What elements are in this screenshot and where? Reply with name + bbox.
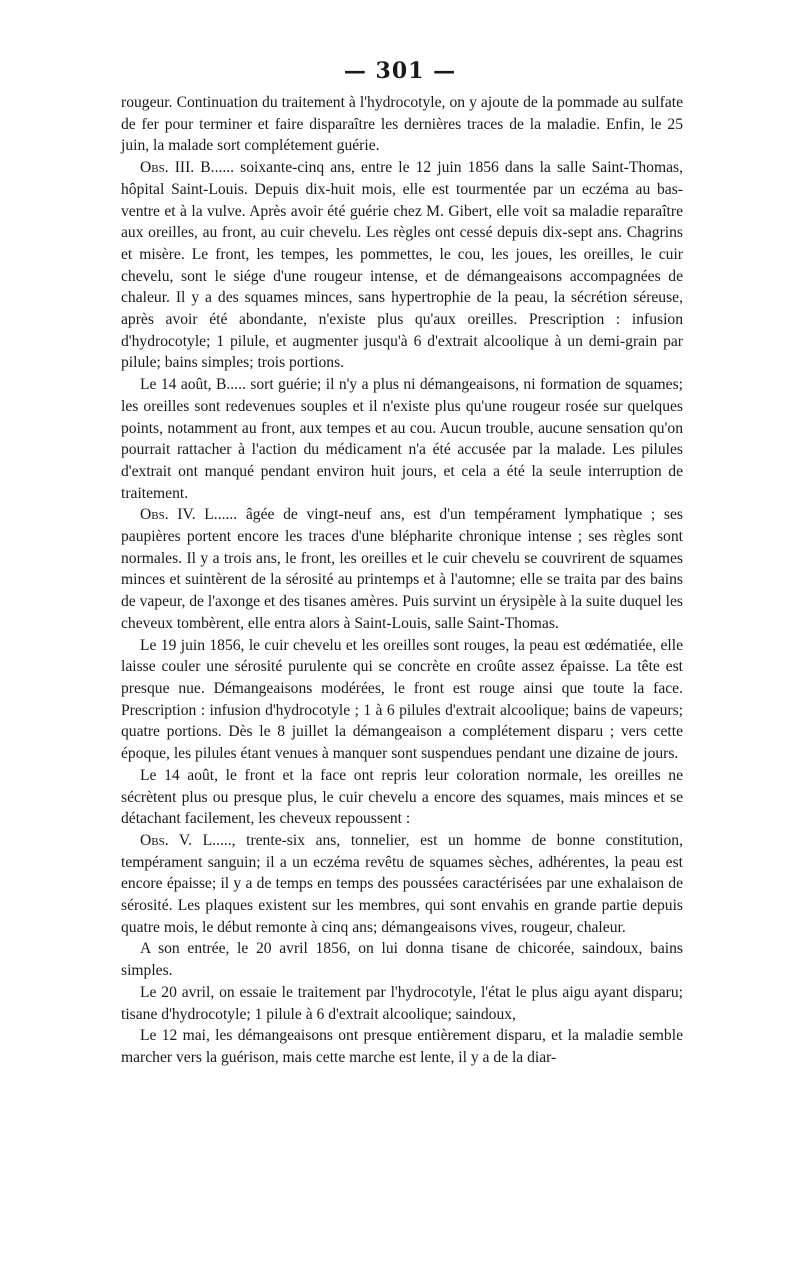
- paragraph-text: V. L....., trente-six ans, tonnelier, est un homme de bonne constitution, tempérament sanguin; il a un eczéma revêtu de squames sèches, adhérentes, la peau est encore épaisse; il y a de temps en temps des poussées caractérisées par une exhalaison de sérosité. Les plaques existent sur les membres, qui sont envahis en grande partie depuis quatre mois, le début remonte à cinq ans; démangeaisons vives, rougeur, chaleur.: [121, 831, 683, 936]
- paragraph-obs-4: [121, 504, 683, 634]
- body-text: [121, 92, 683, 1069]
- paragraph-obs-3-outcome: Le 14 août, B..... sort guérie; il n'y a plus ni démangeaisons, ni formation de squames; les oreilles sont redevenues souples et il n'existe plus qu'une rougeur rosée sur quelques points, notamment au front, aux tempes et au cou. Aucun trouble, aucune sensation qu'on pourrait rattacher à l'action du médicament n'a été accusée par la malade. Les pilules d'extrait ont manqué pendant environ huit jours, et cela a été la seule interruption de traitement.: [121, 376, 683, 502]
- paragraph-obs-3: [121, 157, 683, 374]
- paragraph-obs-5: [121, 830, 683, 939]
- observation-label: Obs.: [140, 159, 169, 177]
- paragraph-text: III. B...... soixante-cinq ans, entre le 12 juin 1856 dans la salle Saint-Thomas, hôpital Saint-Louis. Depuis dix-huit mois, elle est tourmentée par un eczéma au bas-ventre et à la vulve. Après avoir été guérie chez M. Gibert, elle voit sa maladie reparaître aux oreilles, au front, au cuir chevelu. Les règles ont cessé depuis dix-sept ans. Chagrins et misère. Le front, les tempes, les pommettes, le cou, les joues, les oreilles, le cuir chevelu, sont le siége d'une rougeur intense, et de démangeaisons accompagnées de chaleur. Il y a des squames minces, sans hypertrophie de la peau, la sécrétion séreuse, après avoir été abondante, n'existe plus qu'aux oreilles. Prescription : infusion d'hydrocotyle; 1 pilule, et augmenter jusqu'à 6 d'extrait alcoolique à un demi-grain par pilule; bains simples; trois portions.: [121, 159, 683, 372]
- paragraph-obs-5-treatment: Le 20 avril, on essaie le traitement par l'hydrocotyle, l'état le plus aigu ayant disparu; tisane d'hydrocotyle; 1 pilule à 6 d'extrait alcoolique; saindoux,: [121, 983, 683, 1023]
- paragraph-obs-5-admission: A son entrée, le 20 avril 1856, on lui donna tisane de chicorée, saindoux, bains simples.: [121, 940, 683, 980]
- observation-label: Obs.: [140, 506, 169, 524]
- paragraph-text: IV. L...... âgée de vingt-neuf ans, est d'un tempérament lymphatique ; ses paupières portent encore les traces d'une blépharite chronique intense ; ses règles sont normales. Il y a trois ans, le front, les oreilles et le cuir chevelu se couvrirent de squames minces et suintèrent de la sérosité au printemps et à l'automne; elle se traita par des bains de vapeur, de l'axonge et des tisanes amères. Puis survint un érysipèle à la suite duquel les cheveux tombèrent, elle entra alors à Saint-Louis, salle Saint-Thomas.: [121, 506, 683, 632]
- paragraph-continuation: rougeur. Continuation du traitement à l'hydrocotyle, on y ajoute de la pommade au sulfate de fer pour terminer et faire disparaître les dernières traces de la maladie. Enfin, le 25 juin, la malade sort complétement guérie.: [121, 94, 683, 155]
- observation-label: Obs.: [140, 831, 169, 849]
- page-number: — 301 —: [343, 58, 457, 84]
- paragraph-obs-4-outcome: Le 14 août, le front et la face ont repris leur coloration normale, les oreilles ne sécrètent plus ou presque plus, le cuir chevelu a encore des squames, mais minces et se détachant facilement, les cheveux repoussent :: [121, 766, 683, 828]
- paragraph-obs-4-treatment: Le 19 juin 1856, le cuir chevelu et les oreilles sont rouges, la peau est œdématiée, elle laisse couler une sérosité purulente qui se concrète en croûte assez épaisse. La tête est presque nue. Démangeaisons modérées, le front est rouge ainsi que toute la face. Prescription : infusion d'hydrocotyle ; 1 à 6 pilules d'extrait alcoolique; bains de vapeurs; quatre portions. Dès le 8 juillet la démangeaison a complétement disparu ; vers cette époque, les pilules étant venues à manquer sont suspendues pendant une dizaine de jours.: [121, 636, 683, 763]
- paragraph-obs-5-progress: Le 12 mai, les démangeaisons ont presque entièrement disparu, et la maladie semble marcher vers la guérison, mais cette marche est lente, il y a de la diar-: [121, 1027, 683, 1066]
